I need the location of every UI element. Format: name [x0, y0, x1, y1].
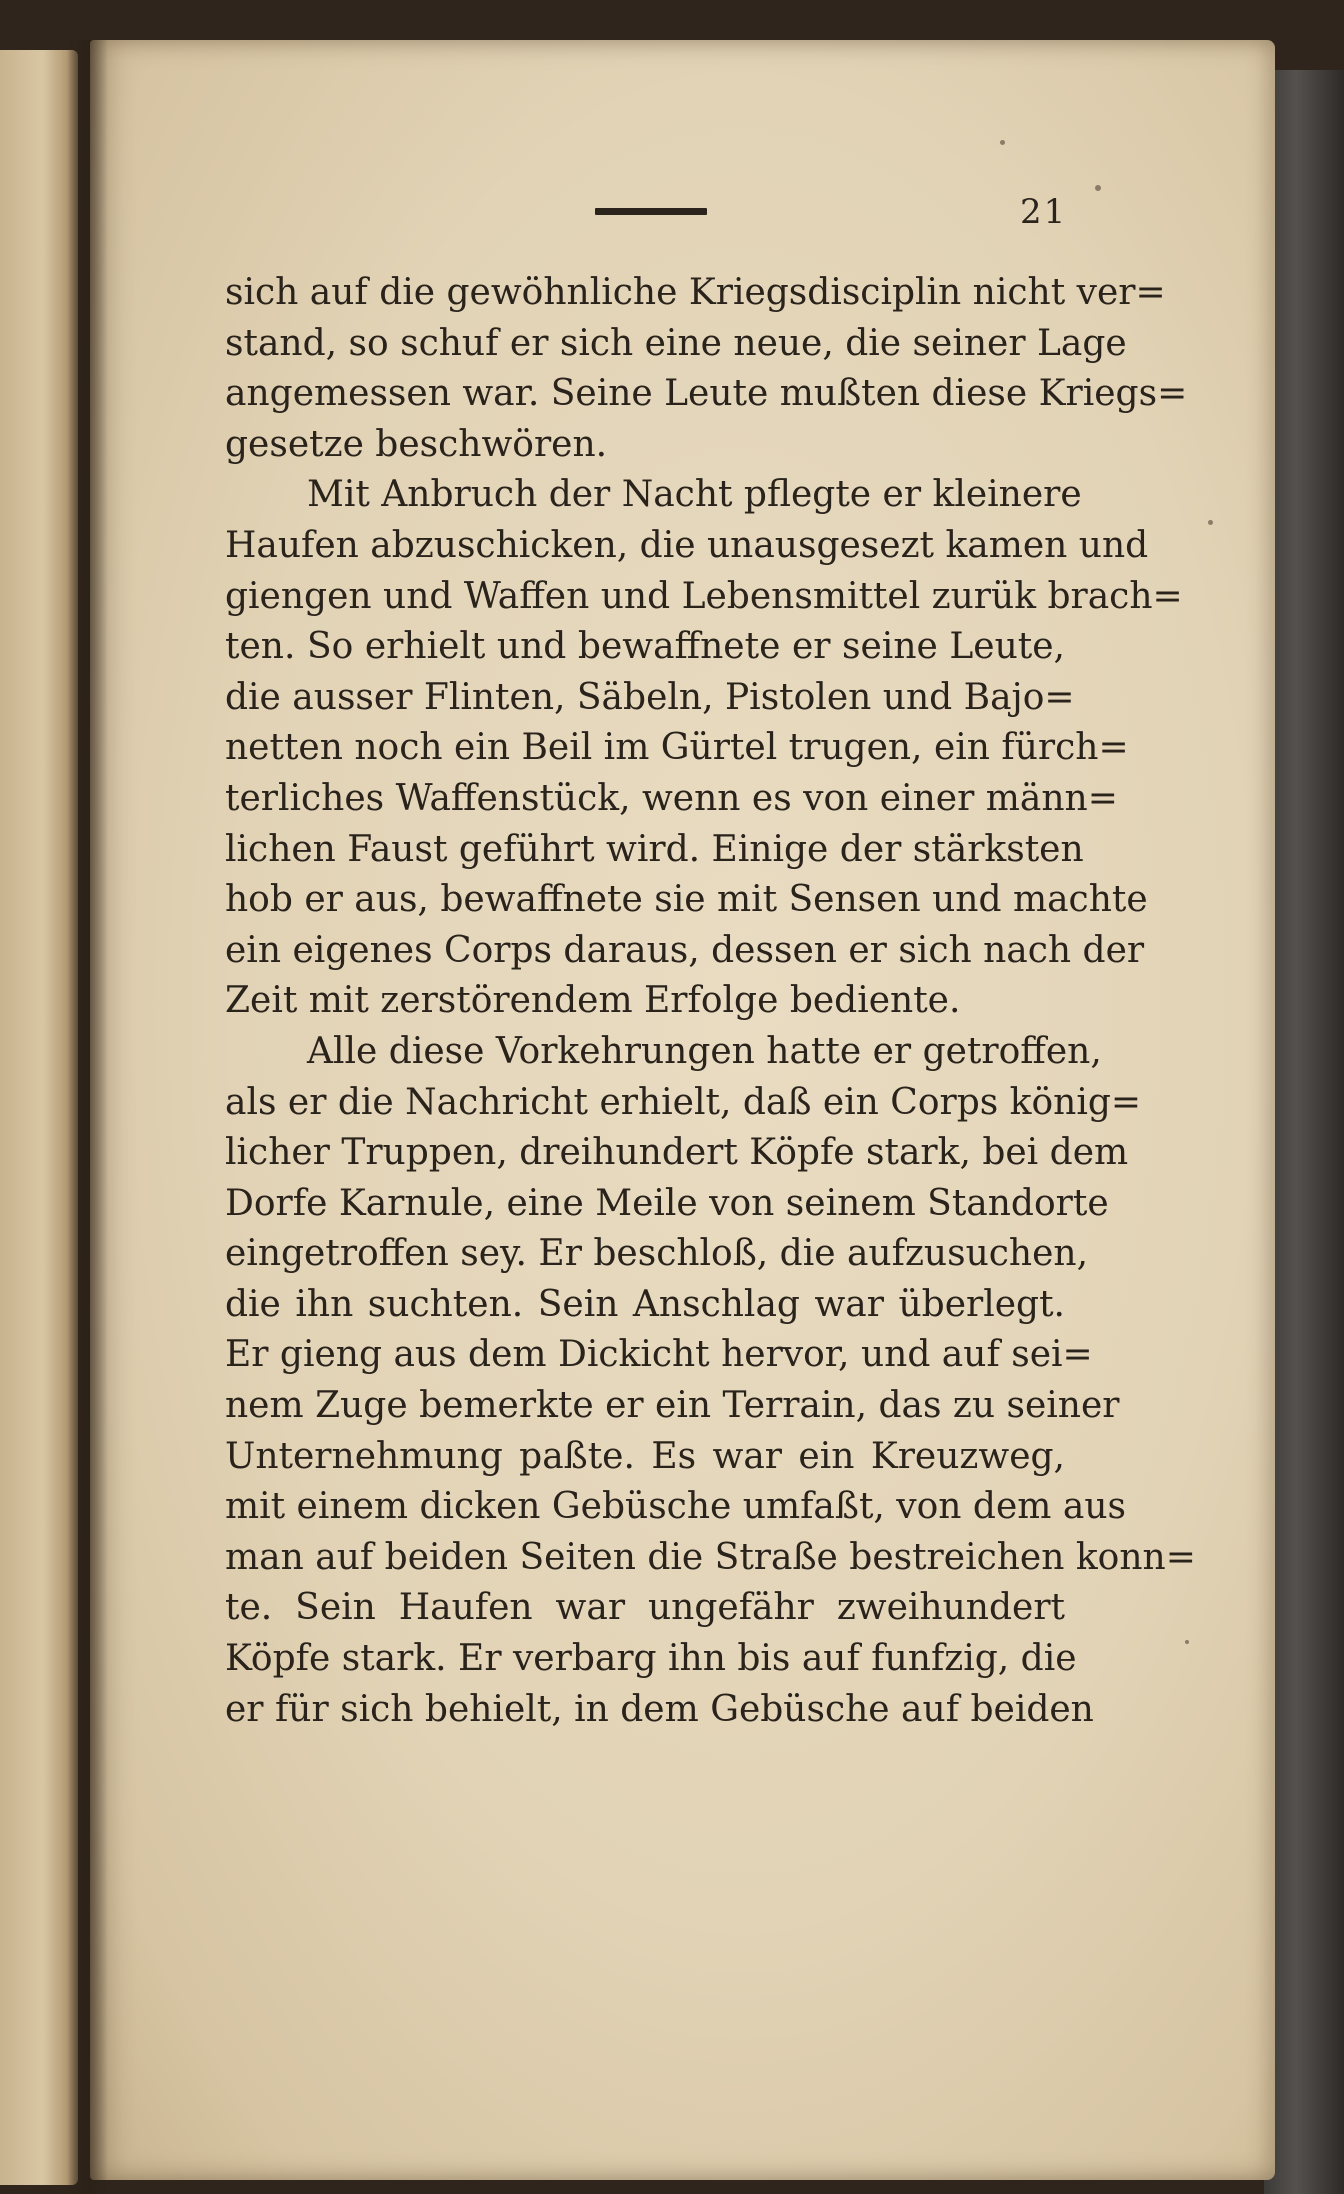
text-line: die ausser Flinten, Säbeln, Pistolen und Bajo=	[225, 676, 1075, 718]
text-line: lichen Faust geführt wird. Einige der stärksten	[225, 828, 1084, 870]
text-line: mit einem dicken Gebüsche umfaßt, von dem aus	[225, 1486, 1126, 1528]
text-line: hob er aus, bewaffnete sie mit Sensen und machte	[225, 879, 1148, 921]
text-line: sich auf die gewöhnliche Kriegsdisciplin nicht ver=	[225, 272, 1166, 313]
scan-speck	[1208, 520, 1213, 525]
text-line: Dorfe Karnule, eine Meile von seinem Standorte	[225, 1182, 1109, 1224]
text-line: er für sich behielt, in dem Gebüsche auf beiden	[225, 1688, 1094, 1730]
page-gutter-shadow	[68, 40, 108, 2194]
text-line: Alle diese Vorkehrungen hatte er getroffen,	[307, 1030, 1102, 1072]
text-line: Zeit mit zerstörendem Erfolge bediente.	[225, 980, 961, 1022]
text-line: Unternehmung paßte. Es war ein Kreuzweg,	[225, 1435, 1065, 1477]
text-line: die ihn suchten. Sein Anschlag war überlegt.	[225, 1283, 1065, 1325]
body-text	[225, 268, 1196, 1735]
text-line: giengen und Waffen und Lebensmittel zurük brach=	[225, 575, 1183, 617]
text-line: netten noch ein Beil im Gürtel trugen, ein fürch=	[225, 727, 1129, 769]
text-line: Mit Anbruch der Nacht pflegte er kleinere	[307, 474, 1082, 516]
text-line: stand, so schuf er sich eine neue, die seiner Lage	[225, 322, 1127, 364]
text-line: ein eigenes Corps daraus, dessen er sich nach der	[225, 929, 1145, 971]
previous-page-edge	[0, 50, 78, 2185]
text-line: nem Zuge bemerkte er ein Terrain, das zu seiner	[225, 1385, 1120, 1427]
book-cover-edge	[1264, 70, 1344, 2194]
header-rule	[595, 208, 707, 215]
text-line: licher Truppen, dreihundert Köpfe stark, bei dem	[225, 1132, 1129, 1174]
scan-speck	[1000, 140, 1005, 145]
text-line: Er gieng aus dem Dickicht hervor, und auf sei=	[225, 1334, 1093, 1376]
text-line: als er die Nachricht erhielt, daß ein Corps könig=	[225, 1081, 1142, 1123]
text-line: angemessen war. Seine Leute mußten diese Kriegs=	[225, 373, 1188, 415]
text-line: eingetroffen sey. Er beschloß, die aufzusuchen,	[225, 1233, 1089, 1275]
text-line: ten. So erhielt und bewaffnete er seine Leute,	[225, 626, 1065, 668]
text-line: man auf beiden Seiten die Straße bestreichen konn=	[225, 1536, 1196, 1578]
scan-speck	[1095, 185, 1101, 191]
text-line: te. Sein Haufen war ungefähr zweihundert	[225, 1587, 1065, 1629]
scan-speck	[1185, 1640, 1189, 1644]
text-line: gesetze beschwören.	[225, 423, 608, 465]
text-line: Haufen abzuschicken, die unausgesezt kamen und	[225, 524, 1149, 566]
page-number: 21	[1020, 192, 1068, 232]
text-line: terliches Waffenstück, wenn es von einer männ=	[225, 777, 1118, 819]
text-line: Köpfe stark. Er verbarg ihn bis auf funfzig, die	[225, 1638, 1077, 1680]
